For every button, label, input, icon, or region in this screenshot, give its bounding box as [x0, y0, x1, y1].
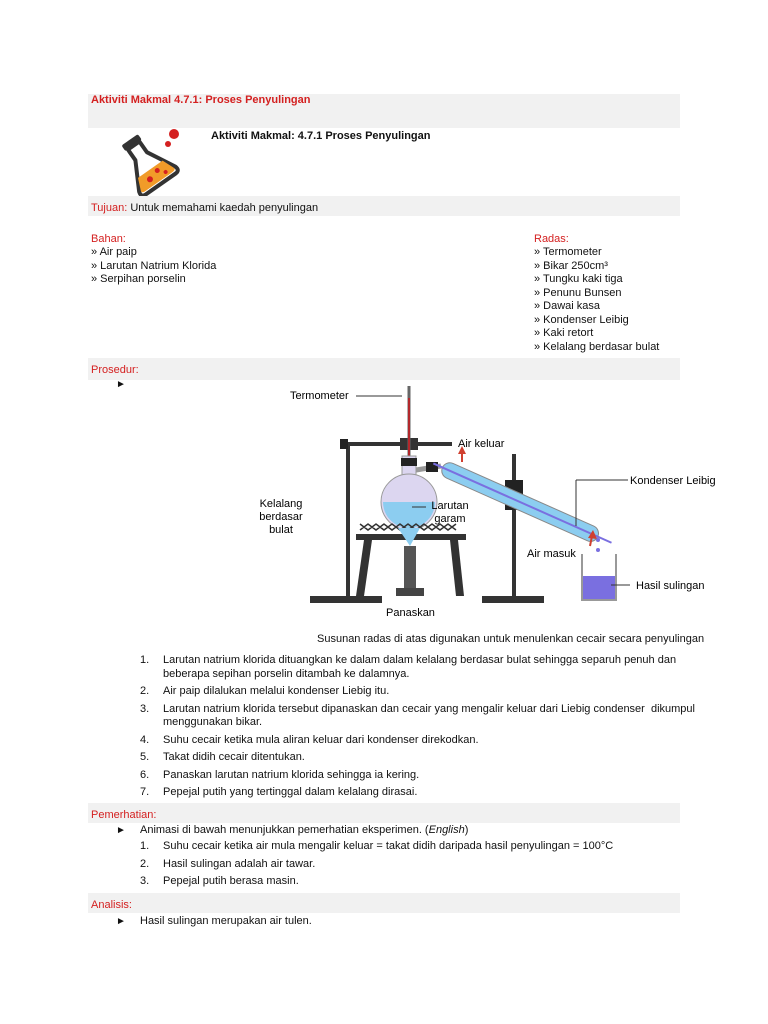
- label-larutan-1: Larutan: [431, 500, 469, 512]
- apparatus-item: » Bikar 250cm³: [534, 260, 608, 272]
- label-kelalang-2: berdasar: [259, 511, 303, 523]
- observation-steps: [140, 840, 700, 893]
- distillation-diagram: [226, 378, 732, 622]
- analysis-item: ► Hasil sulingan merupakan air tulen.: [116, 915, 312, 927]
- list-item: 3. Pepejal putih berasa masin.: [140, 875, 299, 887]
- label-kelalang-1: Kelalang: [259, 498, 303, 510]
- apparatus-item: » Termometer: [534, 246, 602, 258]
- apparatus-label: Radas:: [534, 233, 569, 245]
- list-item: 5. Takat didih cecair ditentukan.: [140, 751, 305, 763]
- list-item: 7. Pepejal putih yang tertinggal dalam kelalang dirasai.: [140, 786, 418, 798]
- page-title: Aktiviti Makmal 4.7.1: Proses Penyulingan: [91, 94, 311, 106]
- label-kelalang-3: bulat: [269, 524, 293, 536]
- objective-label: Tujuan:: [91, 202, 128, 214]
- materials-item: » Air paip: [91, 246, 137, 258]
- subtitle: Aktiviti Makmal: 4.7.1 Proses Penyulingan: [211, 130, 431, 142]
- label-air-masuk: Air masuk: [527, 548, 576, 560]
- materials-label: Bahan:: [91, 233, 126, 245]
- apparatus-item: » Kelalang berdasar bulat: [534, 341, 660, 353]
- observation-intro: ► Animasi di bawah menunjukkan pemerhatian eksperimen. (English): [116, 824, 469, 836]
- list-item: 4. Suhu cecair ketika mula aliran keluar dari kondenser direkodkan.: [140, 733, 479, 746]
- procedure-steps: [140, 654, 700, 804]
- objective-line: [91, 202, 318, 214]
- apparatus-item: » Dawai kasa: [534, 300, 601, 312]
- observation-label: Pemerhatian:: [91, 809, 157, 821]
- list-item: 1. Suhu cecair ketika air mula mengalir keluar = takat didih daripada hasil penyulingan = 100°C: [140, 840, 614, 852]
- label-hasil: Hasil sulingan: [636, 580, 705, 592]
- label-panaskan: Panaskan: [386, 607, 435, 619]
- apparatus-item: » Tungku kaki tiga: [534, 273, 623, 285]
- analysis-label: Analisis:: [91, 899, 132, 911]
- label-kondenser: Kondenser Leibig: [630, 475, 716, 487]
- bullet-icon: ►: [116, 825, 126, 836]
- apparatus-item: » Kaki retort: [534, 327, 594, 339]
- list-item: 6. Panaskan larutan natrium klorida sehingga ia kering.: [140, 768, 420, 781]
- materials-item: » Larutan Natrium Klorida: [91, 260, 217, 272]
- procedure-label: Prosedur:: [91, 364, 139, 376]
- diagram-caption: Susunan radas di atas digunakan untuk menulenkan cecair secara penyulingan: [317, 633, 705, 645]
- list-item: 2. Air paip dilalukan melalui kondenser Liebig itu.: [140, 685, 390, 697]
- label-larutan-2: garam: [434, 513, 466, 525]
- bullet-icon: ►: [116, 916, 126, 927]
- list-item: 3. Larutan natrium klorida tersebut dipanaskan dan cecair yang mengalir keluar dari Liebig condenser dikumpul menggunakan bikar.: [140, 702, 695, 728]
- apparatus-item: » Kondenser Leibig: [534, 314, 629, 326]
- procedure-band: [88, 358, 680, 380]
- label-termometer: Termometer: [290, 390, 349, 402]
- list-item: 1. Larutan natrium klorida dituangkan ke dalam dalam kelalang berdasar bulat sehingga separuh penuh dan beberapa sepihan porselin ditambah ke dalamnya.: [140, 654, 677, 680]
- bullet-icon: ►: [116, 379, 126, 390]
- materials-item: » Serpihan porselin: [91, 273, 186, 285]
- observation-band: [88, 803, 680, 823]
- list-item: 2. Hasil sulingan adalah air tawar.: [140, 857, 316, 870]
- objective-text: Untuk memahami kaedah penyulingan: [130, 202, 319, 214]
- label-air-keluar: Air keluar: [458, 438, 505, 450]
- analysis-band: [88, 893, 680, 913]
- apparatus-item: » Penunu Bunsen: [534, 287, 622, 299]
- lab-flask-icon: [112, 128, 184, 196]
